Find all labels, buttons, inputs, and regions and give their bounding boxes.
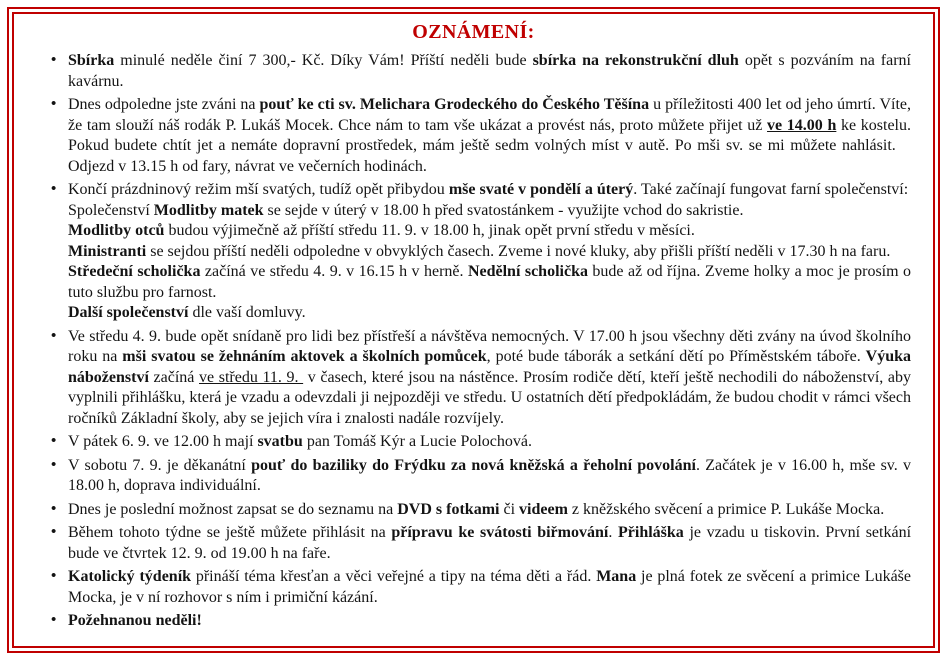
text-segment: dle vaší domluvy. [188,304,306,321]
announcement-paragraph [68,456,911,497]
text-segment: Další společenství [68,304,189,321]
text-segment: či [499,500,520,518]
announcement-paragraph [68,221,911,242]
text-segment: opět s pozváním na farní kavárnu. [68,52,912,90]
announcement-paragraph [68,523,911,564]
text-segment: Dnes je poslední možnost zapsat se do seznamu na [68,500,398,518]
text-segment: . [608,524,618,541]
text-segment: Požehnanou neděli! [68,612,202,629]
announcement-paragraph [68,180,911,201]
announcement-paragraph [68,201,911,222]
text-segment: videem [519,500,568,518]
text-segment: budou výjimečně až příští středu 11. 9. v 18.00 h, jinak opět první středu v měsíci. [164,222,695,239]
announcement-item [51,523,912,564]
text-segment: minulé neděle činí 7 300,- Kč. Díky Vám! Příští neděli bude [114,52,533,69]
announcement-paragraph [68,51,911,92]
text-segment: Nedělní scholička [467,263,588,280]
text-segment: . Také začínají fungovat farní společenství: [633,181,909,198]
text-segment: Ve středu 4. 9. bude opět snídaně pro lidi bez přístřeší a návštěva nemocných. V 17.00 h jsou všechny děti zvány na úvod školního roku na [68,327,911,365]
bullet-icon: • [51,52,57,68]
bullet-icon: • [51,433,57,449]
bullet-icon: • [51,500,57,517]
text-segment: mše svaté v pondělí a úterý [448,181,634,198]
text-segment: Modlitby matek [153,201,264,219]
text-segment: Mana [596,568,637,585]
text-segment: . Začátek je v 16.00 h, mše sv. v 18.00 h, doprava individuální. [68,456,911,494]
announcement-paragraph [68,303,911,324]
announcement-item [51,51,912,92]
text-segment: se sejde v úterý v 18.00 h před svatostánkem - využijte vchod do sakristie. [263,201,744,219]
announcement-item [51,500,911,521]
announcement-item [51,567,911,608]
text-segment: začíná ve středu 4. 9. v 16.15 h v herně. [200,263,468,280]
text-segment: DVD s fotkami [397,500,500,518]
announcement-item [51,432,911,453]
text-segment: svatbu [257,433,303,450]
text-segment: Přihláška [618,524,684,541]
announcement-paragraph [68,95,911,177]
bullet-icon: • [51,181,57,197]
announcement-list [34,51,913,632]
text-segment: v časech, které jsou na nástěnce. Prosím rodiče dětí, kteří ještě nechodili do náboženství, aby vyplnili přihlášku, která je vzadu a odevzdali ji nejpozději ve středu. U ostatních dětí předpokládám, že budou chodit v rámci všech ročníků Základní školy, aby se jejich víra i znalosti nadále rozvíjely. [68,368,912,427]
text-segment: přináší téma křesťan a věci veřejné a tipy na téma děti a řád. [191,568,597,585]
text-segment: Ministranti [68,242,147,260]
page-title: OZNÁMENÍ: [412,21,535,43]
text-segment: ke kostelu. Pokud budete chtít jet a nemáte dopravní prostředek, mám ještě sedm volných míst v autě. Po mši sv. se mi můžete nahlásit. Odjezd v 13.15 h od fary, návrat ve večerních hodinách. [68,116,912,175]
announcement-paragraph [68,262,911,303]
inner-border [12,12,935,648]
text-segment: Společenství [68,201,154,219]
text-segment: sbírka na rekonstrukční dluh [532,52,739,69]
text-segment: bude až od října. Zveme holky a moc je prosím o tuto službu pro farnost. [68,263,912,301]
announcement-item [51,327,912,430]
text-segment: pouť ke cti sv. Melichara Grodeckého do Českého Těšína [259,96,650,113]
text-segment: z kněžského svěcení a primice P. Lukáše Mocka. [567,500,885,518]
text-segment: se sejdou příští neděli odpoledne v obvyklých časech. Zveme i nové kluky, aby přišli příští neděli v 17.30 h na faru. [146,242,891,260]
text-segment: Dnes odpoledne jste zváni na [68,96,260,113]
announcement-paragraph [68,567,911,608]
announcement-item [51,456,911,497]
text-segment: pouť do baziliky do Frýdku za nová kněžská a řeholní povolání [251,456,696,474]
announcement-paragraph [68,242,911,263]
text-segment: Sbírka [68,52,115,69]
text-segment: Končí prázdninový režim mší svatých, tudíž opět přibydou [68,181,449,198]
text-segment: začíná [148,368,200,386]
text-segment: je plná fotek ze svěcení a primice Lukáše Mocka, je v ní rozhovor s ním i primiční kázání. [68,568,911,606]
text-segment: pan Tomáš Kýr a Lucie Polochová. [302,433,533,450]
announcement-paragraph [68,611,911,632]
announcement-item [51,180,912,324]
bullet-icon: • [51,612,57,628]
outer-border [7,7,940,653]
announcement-paragraph [68,432,911,453]
bullet-icon: • [51,456,57,473]
text-segment: Modlitby otců [68,222,165,239]
text-segment: mši svatou se žehnáním aktovek a školních pomůcek [122,348,487,365]
text-segment: přípravu ke svátosti biřmování [391,524,609,541]
announcement-paragraph [68,500,911,521]
text-segment: Během tohoto týdne se ještě můžete přihlásit na [68,524,392,541]
text-segment: u příležitosti 400 let od jeho úmrtí. Víte, že tam slouží náš rodák P. Lukáš Mocek. Chce nám to tam vše ukázat a provést nás, proto můžete přijet už [68,96,912,134]
text-segment: ve středu 11. 9. [199,368,304,386]
text-segment: V sobotu 7. 9. je děkanátní [68,456,252,474]
text-segment: Výuka náboženství [68,348,911,386]
text-segment: Katolický týdeník [68,568,192,585]
bullet-icon: • [51,568,57,584]
text-segment: je vzadu u tiskovin. První setkání bude ve čtvrtek 12. 9. od 19.00 h na faře. [68,524,912,562]
text-segment: ve 14.00 h [767,116,837,134]
bullet-icon: • [51,327,57,344]
announcement-item [51,611,911,632]
announcement-item [51,95,912,177]
announcement-paragraph [68,327,911,430]
text-segment: V pátek 6. 9. ve 12.00 h mají [68,433,258,450]
text-segment: Středeční scholička [68,263,201,280]
text-segment: , poté bude táborák a setkání dětí po Příměstském táboře. [486,348,866,365]
bullet-icon: • [51,524,57,540]
bullet-icon: • [51,96,57,112]
